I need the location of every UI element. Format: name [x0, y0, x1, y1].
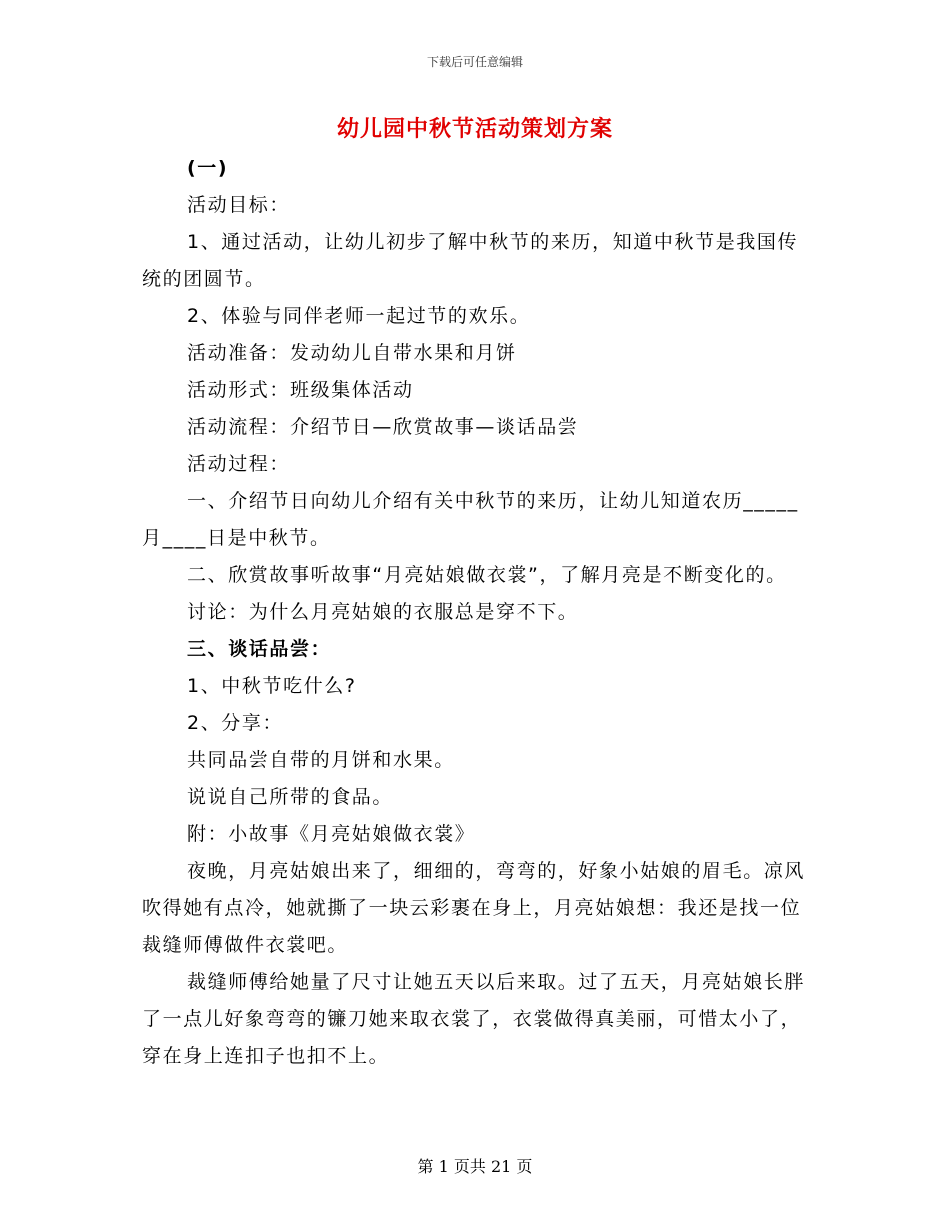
paragraph: 二、欣赏故事听故事“月亮姑娘做衣裳”，了解月亮是不断变化的。 — [187, 564, 787, 586]
paragraph: 2、分享： — [187, 712, 284, 734]
page-number-footer: 第 1 页共 21 页 — [417, 1157, 533, 1176]
paragraph: 活动准备：发动幼儿自带水果和月饼 — [187, 342, 517, 364]
paragraph: 1、中秋节吃什么? — [187, 675, 357, 697]
paragraph: 一、介绍节日向幼儿介绍有关中秋节的来历，让幼儿知道农历_____月____日是中秋节。 — [142, 490, 799, 549]
paragraph: (一) — [187, 157, 229, 179]
document-title: 幼儿园中秋节活动策划方案 — [336, 117, 613, 142]
paragraph: 说说自己所带的食品。 — [187, 786, 394, 808]
paragraph: 活动过程： — [187, 453, 291, 475]
paragraph: 讨论：为什么月亮姑娘的衣服总是穿不下。 — [187, 601, 579, 623]
paragraph: 共同品尝自带的月饼和水果。 — [187, 749, 455, 771]
paragraph: 活动形式：班级集体活动 — [187, 379, 414, 401]
paragraph: 裁缝师傅给她量了尺寸让她五天以后来取。过了五天，月亮姑娘长胖了一点儿好象弯弯的镰刀她来取衣裳了，衣裳做得真美丽，可惜太小了，穿在身上连扣子也扣不上。 — [142, 971, 806, 1067]
document-body — [142, 150, 808, 1075]
paragraph: 2、体验与同伴老师一起过节的欢乐。 — [187, 305, 531, 327]
paragraph: 活动流程：介绍节日—欣赏故事—谈话品尝 — [187, 416, 579, 438]
paragraph: 1、通过活动，让幼儿初步了解中秋节的来历，知道中秋节是我国传统的团圆节。 — [142, 231, 799, 290]
paragraph: 活动目标： — [187, 194, 291, 216]
page-header-note: 下载后可任意编辑 — [426, 55, 523, 69]
section-heading: 三、谈话品尝： — [187, 638, 332, 660]
paragraph: 夜晚，月亮姑娘出来了，细细的，弯弯的，好象小姑娘的眉毛。凉风吹得她有点冷，她就撕了一块云彩裹在身上，月亮姑娘想：我还是找一位裁缝师傅做件衣裳吧。 — [142, 860, 806, 956]
paragraph: 附：小故事《月亮姑娘做衣裳》 — [187, 823, 476, 845]
